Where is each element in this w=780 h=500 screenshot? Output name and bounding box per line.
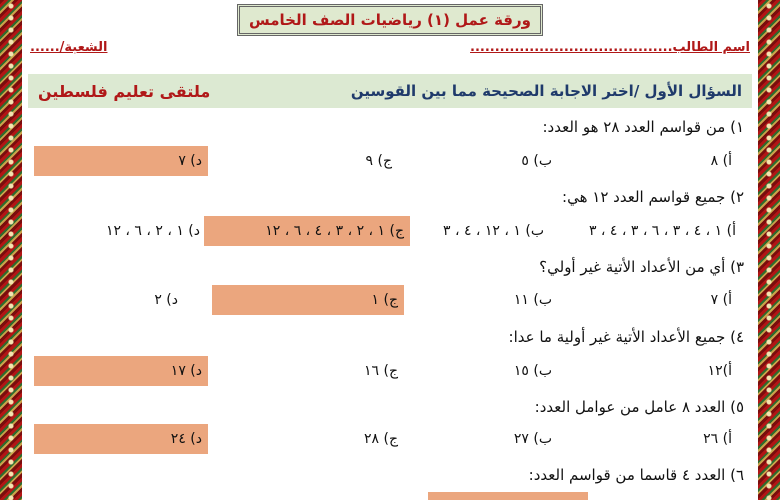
question-4: ٤) جميع الأعداد الأتية غير أولية ما عدا: — [508, 328, 744, 346]
option-a: أ) ٢٦ — [703, 431, 732, 447]
option-a: أ) ١ ، ٤ ، ٣ ، ٦ ، ٣ ، ٤ ، ٣ — [588, 223, 736, 239]
option-a: أ)١٢ — [707, 363, 732, 379]
option-b: ب) ١١ — [513, 292, 552, 308]
decorative-border-left — [0, 0, 22, 500]
option-c: ج) ٩ — [365, 153, 392, 169]
option-b: ب) ٥ — [521, 153, 552, 169]
answers-1 — [22, 146, 758, 176]
site-name: ملتقى تعليم فلسطين — [38, 81, 211, 101]
decorative-border-right — [758, 0, 780, 500]
question-title: السؤال الأول /اختر الاجابة الصحيحة مما بين القوسين — [350, 82, 742, 100]
option-b: ب) ١٥ — [513, 363, 552, 379]
option-b: ب) ١ ، ١٢ ، ٤ ، ٣ — [443, 223, 544, 239]
student-info-row — [22, 40, 758, 55]
answers-5 — [22, 424, 758, 454]
worksheet-page — [22, 0, 758, 500]
question-2: ٢) جميع قواسم العدد ١٢ هي: — [562, 188, 744, 206]
question-1: ١) من قواسم العدد ٢٨ هو العدد: — [542, 118, 744, 136]
student-name-field: اسم الطالب......................................... — [470, 40, 750, 55]
option-c: ج) ٢٨ — [364, 431, 398, 447]
answers-2 — [22, 216, 758, 246]
option-d: د) ١ ، ٢ ، ٦ ، ١٢ — [105, 223, 200, 239]
question-6: ٦) العدد ٤ قاسما من قواسم العدد: — [528, 466, 744, 484]
section-field: الشعبة/...... — [30, 40, 108, 55]
answers-4 — [22, 356, 758, 386]
answers-3 — [22, 285, 758, 315]
worksheet-title: ورقة عمل (١) رياضيات الصف الخامس — [237, 4, 543, 36]
option-a: أ) ٨ — [710, 153, 732, 169]
option-b: ب) ٢٧ — [513, 431, 552, 447]
option-a: أ) ٧ — [710, 292, 732, 308]
question-3: ٣) أي من الأعداد الأتية غير أولي؟ — [539, 258, 744, 276]
question-5: ٥) العدد ٨ عامل من عوامل العدد: — [534, 398, 744, 416]
option-d: د) ٢ — [154, 292, 178, 308]
option-d-correct: د) ٧ — [34, 146, 208, 176]
option-d-correct: د) ٢٤ — [34, 424, 208, 454]
question-banner — [28, 74, 752, 108]
option-c: ج) ١٦ — [364, 363, 398, 379]
option-d-correct: د) ١٧ — [34, 356, 208, 386]
option-c-correct: ج) ١ ، ٢ ، ٣ ، ٤ ، ٦ ، ١٢ — [204, 216, 410, 246]
option-c-correct: ج) ١ — [212, 285, 404, 315]
option-highlight-partial — [428, 492, 588, 500]
